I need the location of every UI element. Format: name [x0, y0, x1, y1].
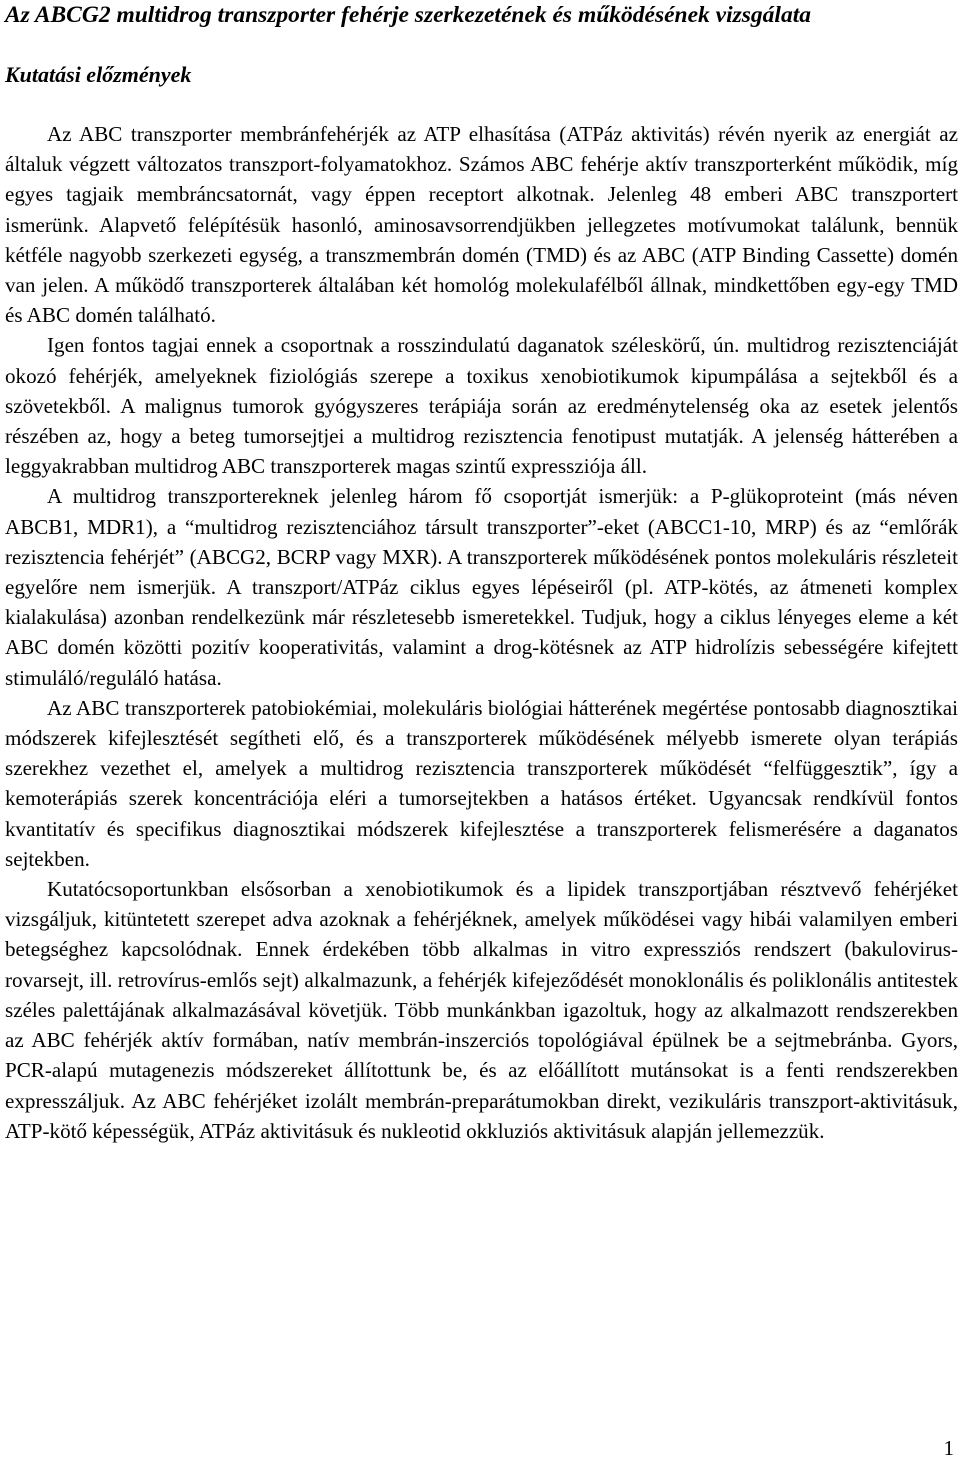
document-title: Az ABCG2 multidrog transzporter fehérje szerkezetének és működésének vizsgálata	[5, 2, 811, 28]
paragraph: Az ABC transzporterek patobiokémiai, molekuláris biológiai hátterének megértése pontosabb diagnosztikai módszerek kifejlesztését segítheti elő, és a transzporterek működésének mélyebb ismerete olyan terápiás szerekhez vezethet el, amelyek a multidrog rezisztencia transzporterek működését “felfüggesztik”, így a kemoterápiás szerek koncentrációja eléri a tumorsejtekben a hatásos értéket. Ugyancsak rendkívül fontos kvantitatív és specifikus diagnosztikai módszerek kifejlesztése a transzporterek felismerésére a daganatos sejtekben.	[5, 695, 958, 871]
body-text	[5, 119, 958, 1146]
page-number: 1	[943, 1436, 954, 1460]
paragraph: A multidrog transzportereknek jelenleg három fő csoportját ismerjük: a P-glükoproteint (más néven ABCB1, MDR1), a “multidrog rezisztenciához társult transzporter”-eket (ABCC1-10, MRP) és az “emlőrák rezisztencia fehérjét” (ABCG2, BCRP vagy MXR). A transzporterek működésének pontos molekuláris részleteit egyelőre nem ismerjük. A transzport/ATPáz ciklus egyes lépéseiről (pl. ATP-kötés, az átmeneti komplex kialakulása) azonban rendelkezünk már részletesebb ismeretekkel. Tudjuk, hogy a ciklus lényeges eleme a két ABC domén közötti pozitív kooperativitás, valamint a drog-kötésnek az ATP hidrolízis sebességére kifejtett stimuláló/reguláló hatása.	[5, 484, 958, 690]
paragraph: Kutatócsoportunkban elsősorban a xenobiotikumok és a lipidek transzportjában résztvevő fehérjéket vizsgáljuk, kitüntetett szerepet adva azoknak a fehérjéknek, amelyek működései vagy hibái valamilyen emberi betegséghez kapcsolódnak. Ennek érdekében több alkalmas in vitro expressziós rendszert (bakulovirus-rovarsejt, ill. retrovírus-emlős sejt) alkalmazunk, a fehérjék kifejeződését monoklonális és poliklonális antitestek széles palettájának alkalmazásával követjük. Több munkánkban igazoltuk, hogy az alkalmazott rendszerekben az ABC fehérjék aktív formában, natív membrán-inszerciós topológiával épülnek be a sejtmebránba. Gyors, PCR-alapú mutagenezis módszereket állítottunk be, és az előállított mutánsokat is a fenti rendszerekben expresszáljuk. Az ABC fehérjéket izolált membrán-preparátumokban direkt, vezikuláris transzport-aktivitásuk, ATP-kötő képességük, ATPáz aktivitásuk és nukleotid okkluziós aktivitásuk alapján jellemezzük.	[5, 877, 958, 1143]
section-heading: Kutatási előzmények	[5, 62, 192, 87]
document-page	[5, 0, 958, 1146]
paragraph: Az ABC transzporter membránfehérjék az ATP elhasítása (ATPáz aktivitás) révén nyerik az energiát az általuk végzett változatos transzport-folyamatokhoz. Számos ABC fehérje aktív transzporterként működik, míg egyes tagjaik membráncsatornát, vagy éppen receptort alkotnak. Jelenleg 48 emberi ABC transzportert ismerünk. Alapvető felépítésük hasonló, aminosavsorrendjükben jellegzetes motívumokat találunk, bennük kétféle nagyobb szerkezeti egység, a transzmembrán domén (TMD) és az ABC (ATP Binding Cassette) domén van jelen. A működő transzporterek általában két homológ molekulafélből állnak, mindkettőben egy-egy TMD és ABC domén található.	[5, 122, 958, 328]
paragraph: Igen fontos tagjai ennek a csoportnak a rosszindulatú daganatok széleskörű, ún. multidrog rezisztenciáját okozó fehérjék, amelyeknek fiziológiás szerepe a toxikus xenobiotikumok kipumpálása a sejtekből és a szövetekből. A malignus tumorok gyógyszeres terápiája során az eredménytelenség oka az esetek jelentős részében az, hogy a beteg tumorsejtjei a multidrog rezisztencia fenotipust mutatják. A jelenség hátterében a leggyakrabban multidrog ABC transzporterek magas szintű expressziója áll.	[5, 333, 958, 479]
